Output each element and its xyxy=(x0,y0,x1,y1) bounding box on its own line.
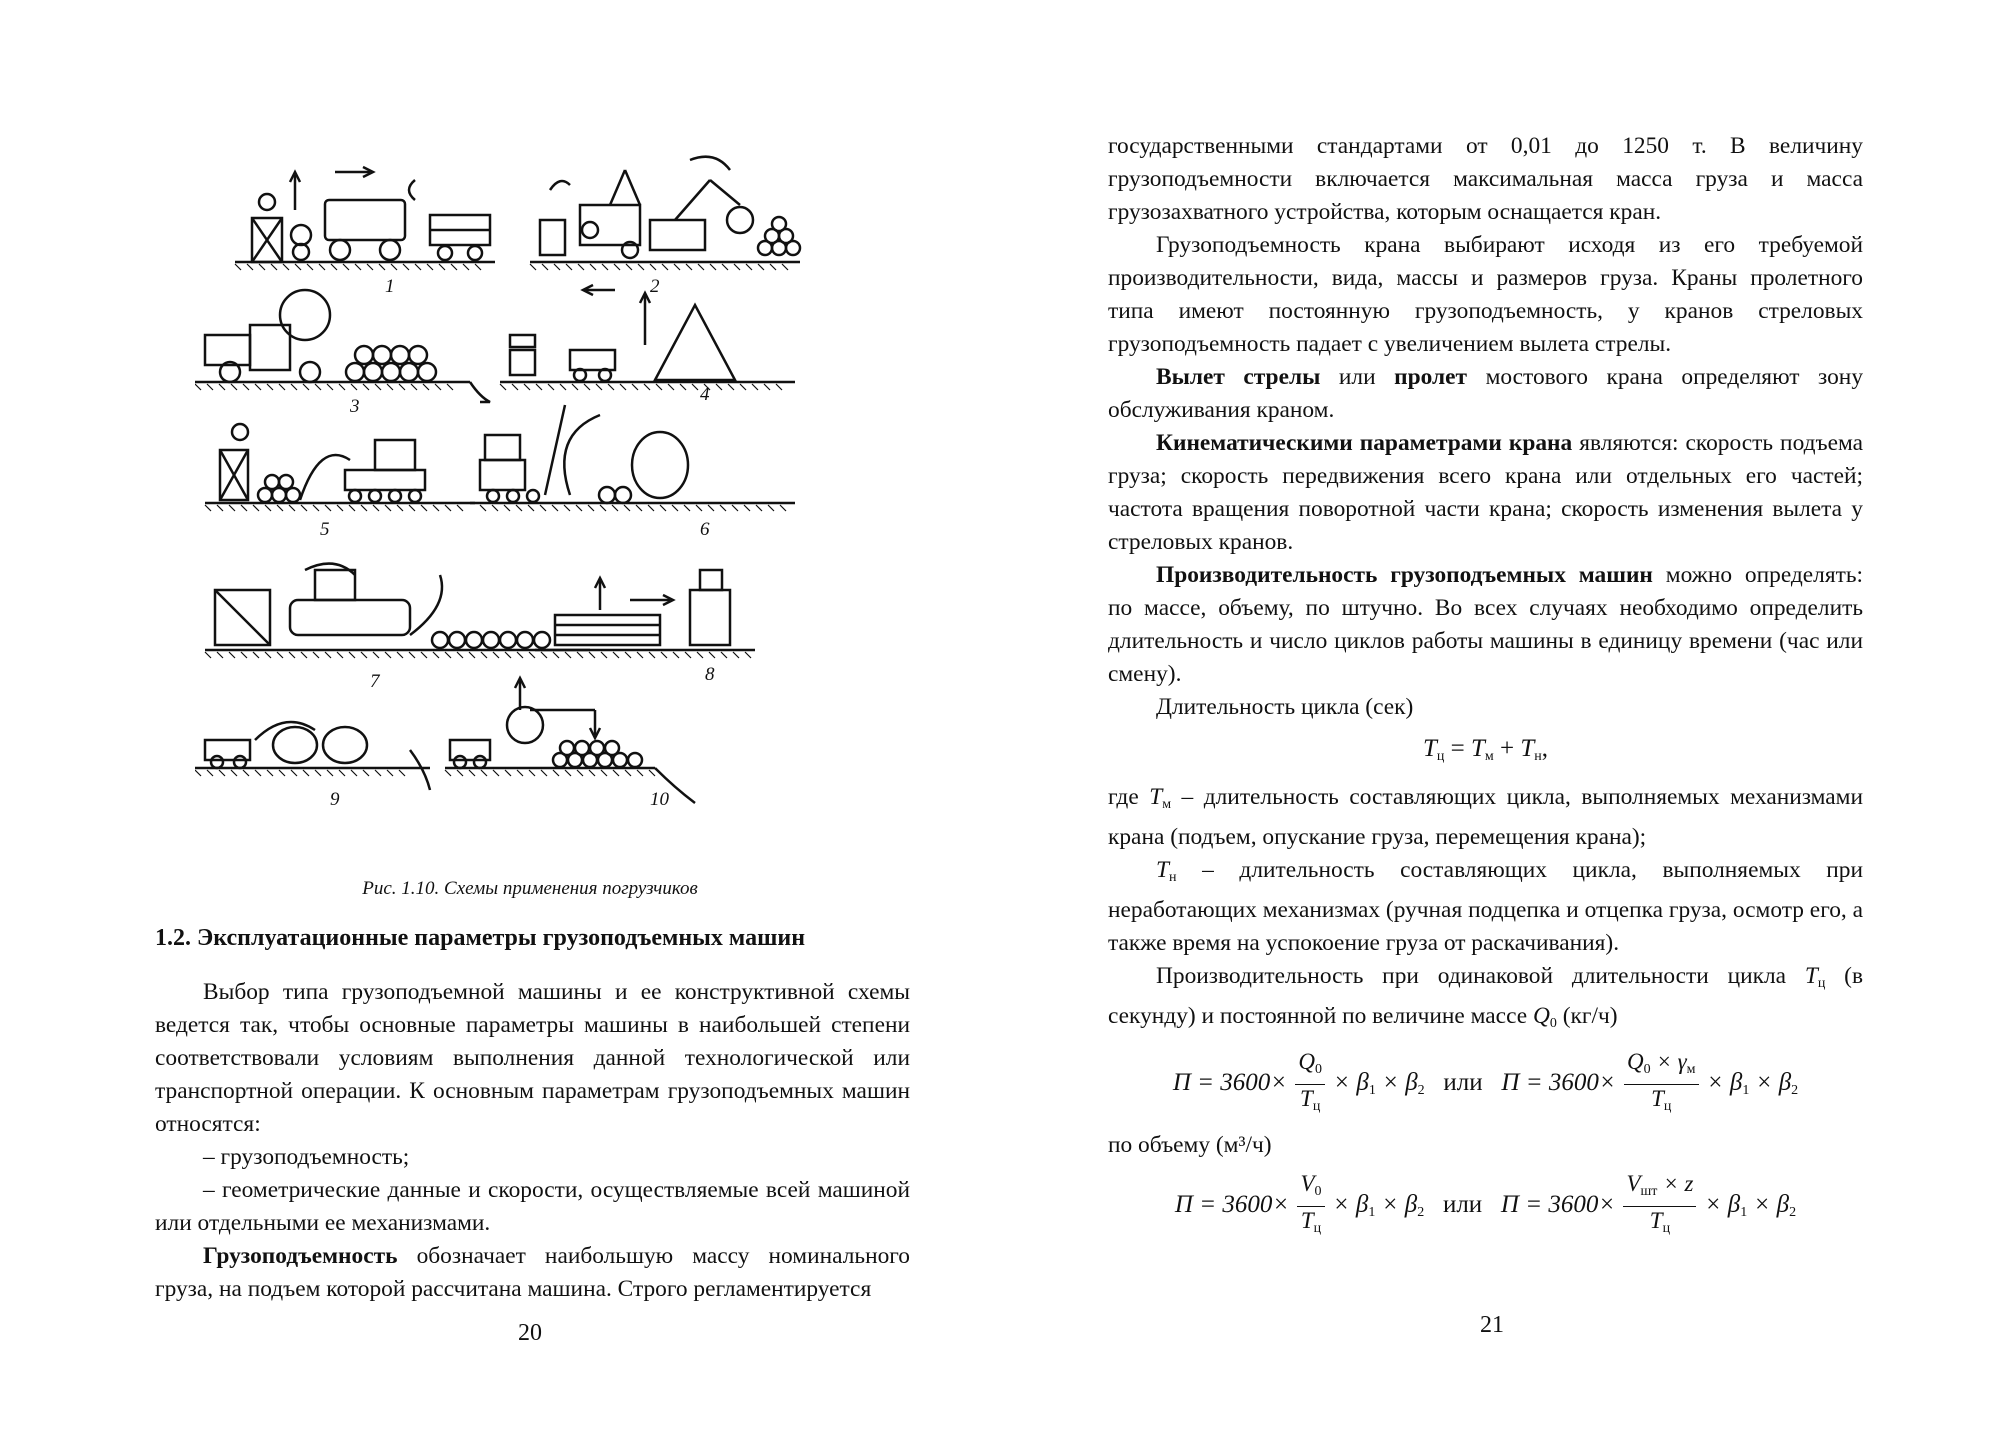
formula-lhs: П = 3600× xyxy=(1172,1069,1288,1097)
figure-label-9: 9 xyxy=(330,789,340,810)
formula-operator: × β xyxy=(1706,1069,1743,1097)
formula-or: или xyxy=(1443,1069,1483,1097)
formula-operator: × β xyxy=(1332,1191,1369,1219)
fraction-numerator xyxy=(1295,1048,1325,1085)
formula-lhs: П = 3600× xyxy=(1501,1069,1616,1097)
formula-symbol: × z xyxy=(1657,1171,1694,1196)
paragraph xyxy=(155,1240,910,1306)
term-bold: Производительность грузоподъемных машин xyxy=(1156,562,1653,588)
fraction-numerator xyxy=(1297,1170,1324,1207)
formula-subscript: ц xyxy=(1312,1099,1321,1114)
paragraph: по объему (м³/ч) xyxy=(1108,1132,1272,1158)
figure-label-3: 3 xyxy=(350,396,360,417)
formula-subscript: н xyxy=(1169,870,1177,885)
formula-or: или xyxy=(1442,1191,1483,1219)
formula-subscript: ц xyxy=(1313,1221,1322,1236)
formula-cycle-duration xyxy=(1108,732,1863,773)
formula-fraction xyxy=(1623,1170,1696,1243)
right-page xyxy=(1000,0,2000,1443)
figure-label-5: 5 xyxy=(320,519,330,540)
formula-subscript: н xyxy=(1534,749,1542,764)
figure-label-1: 1 xyxy=(385,276,395,297)
paragraph: Длительность цикла (сек) xyxy=(1156,694,1414,720)
formula-lhs: П = 3600× xyxy=(1174,1191,1290,1219)
loader-schemes-figure xyxy=(195,150,865,850)
paragraph-text: являются: скорость подъема груза; скорость передвижения всего крана или отдельных его частей; частота вращения поворотной части крана; скорость изменения вылета у стреловых кранов. xyxy=(1108,430,1863,555)
formula-productivity-volume xyxy=(1108,1170,1863,1243)
list-item: – грузоподъемность; xyxy=(203,1144,410,1170)
formula-symbol: T xyxy=(1149,784,1163,810)
formula-subscript: 1 xyxy=(1368,1083,1376,1099)
formula-operator: + xyxy=(1493,735,1521,762)
term-bold: Вылет стрелы xyxy=(1156,364,1321,390)
formula-subscript: 0 xyxy=(1314,1184,1322,1199)
paragraph-text: где xyxy=(1108,784,1150,810)
formula-operator: , xyxy=(1541,735,1549,762)
left-body-text xyxy=(155,976,910,1306)
fraction-numerator xyxy=(1624,1048,1699,1085)
paragraph xyxy=(1108,960,1863,1040)
paragraph: государственными стандартами от 0,01 до 1250 т. В величину грузоподъемности включается максимальная масса груза и масса грузозахватного устройства, которым оснащается кран. xyxy=(1108,133,1863,225)
formula-symbol: × γ xyxy=(1650,1049,1687,1074)
paragraph-text: (кг/ч) xyxy=(1556,1003,1618,1029)
formula-subscript: 1 xyxy=(1740,1205,1748,1221)
formula-operator: × β xyxy=(1704,1191,1741,1219)
page-number: 20 xyxy=(518,1320,542,1346)
formula-operator: × β xyxy=(1375,1069,1418,1097)
paragraph xyxy=(1108,427,1863,559)
formula-operator: × β xyxy=(1749,1069,1792,1097)
figure-label-8: 8 xyxy=(705,664,715,685)
paragraph-text: можно определять: по массе, объему, по штучно. Во всех случаях необходимо определить длительность и число циклов работы машины в единицу времени (час или смену). xyxy=(1108,562,1863,687)
paragraph-text: или xyxy=(1320,364,1395,390)
formula-fraction xyxy=(1295,1048,1325,1121)
formula-symbol: T xyxy=(1300,1208,1314,1233)
formula-symbol: T xyxy=(1649,1208,1663,1233)
right-body-text xyxy=(1108,130,1863,1251)
formula-subscript: 0 xyxy=(1315,1062,1322,1077)
formula-symbol: Q xyxy=(1626,1049,1644,1074)
figure-label-4: 4 xyxy=(700,384,710,405)
formula-subscript: шт xyxy=(1640,1184,1658,1199)
formula-subscript: 1 xyxy=(1742,1083,1750,1099)
paragraph: Грузоподъемность крана выбирают исходя из его требуемой производительности, вида, массы и размеров груза. Краны пролетного типа имеют постоянную грузоподъемность, у кранов стреловых грузоподъемность падает с увеличением вылета стрелы. xyxy=(1108,232,1863,357)
paragraph-text: обозначает наибольшую массу номинального груза, на подъем которой рассчитана машина. Строго регламентируется xyxy=(155,1243,910,1302)
formula-operator: = xyxy=(1444,735,1471,762)
paragraph xyxy=(1108,361,1863,427)
formula-operator: × β xyxy=(1375,1191,1418,1219)
formula-subscript: 1 xyxy=(1368,1205,1376,1221)
formula-symbol: T xyxy=(1156,857,1170,883)
formula-symbol: V xyxy=(1300,1171,1315,1196)
formula-operator: × β xyxy=(1333,1069,1369,1097)
paragraph-text: – длительность составляющих цикла, выполняемых при неработающих механизмах (ручная подцепка и отцепка груза, осмотр его, а также время на успокоение груза от раскачивания). xyxy=(1108,857,1863,956)
term-bold: Грузоподъемность xyxy=(203,1243,398,1269)
paragraph xyxy=(1108,559,1863,691)
figure-label-6: 6 xyxy=(700,519,710,540)
formula-symbol: Q xyxy=(1298,1049,1315,1074)
term-bold: Кинематическими параметрами крана xyxy=(1156,430,1573,456)
formula-subscript: 2 xyxy=(1417,1083,1425,1099)
figure-label-2: 2 xyxy=(650,276,660,297)
formula-subscript: 0 xyxy=(1549,1016,1557,1031)
fraction-numerator xyxy=(1623,1170,1696,1207)
formula-subscript: ц xyxy=(1436,749,1445,764)
formula-subscript: м xyxy=(1162,797,1172,812)
formula-symbol: T xyxy=(1520,735,1535,762)
formula-subscript: м xyxy=(1484,749,1494,764)
formula-subscript: ц xyxy=(1663,1099,1672,1114)
paragraph-text: мостового крана определяют зону обслуживания краном. xyxy=(1108,364,1864,423)
formula-subscript: 0 xyxy=(1643,1062,1651,1077)
formula-symbol: T xyxy=(1651,1086,1664,1111)
formula-symbol: T xyxy=(1300,1086,1313,1111)
fraction-denominator xyxy=(1624,1085,1699,1121)
term-bold: пролет xyxy=(1394,364,1468,390)
formula-fraction xyxy=(1624,1048,1699,1121)
loader-schemes-drawing xyxy=(195,150,865,850)
fraction-denominator xyxy=(1297,1207,1324,1243)
paragraph: Выбор типа грузоподъемной машины и ее конструктивной схемы ведется так, чтобы основные параметры машины в наибольшей степени соответствовали условиям выполнения данной технологической или транспортной операции. К основным параметрам грузоподъемных машин относятся: xyxy=(155,979,910,1137)
paragraph-text: (в секунду) и постоянной по величине массе xyxy=(1108,963,1863,1029)
formula-fraction xyxy=(1297,1170,1324,1243)
fraction-denominator xyxy=(1623,1207,1696,1243)
formula-productivity-mass xyxy=(1108,1048,1863,1121)
paragraph-text: – длительность составляющих цикла, выполняемых механизмами крана (подъем, опускание груза, перемещения крана); xyxy=(1108,784,1864,850)
formula-symbol: T xyxy=(1470,735,1485,762)
formula-symbol: V xyxy=(1626,1171,1641,1196)
formula-subscript: ц xyxy=(1662,1221,1671,1236)
section-title: 1.2. Эксплуатационные параметры грузоподъемных машин xyxy=(155,925,806,951)
figure-label-7: 7 xyxy=(370,671,380,692)
figure-caption: Рис. 1.10. Схемы применения погрузчиков xyxy=(362,878,698,899)
formula-symbol: T xyxy=(1422,735,1437,762)
formula-symbol: Q xyxy=(1532,1003,1550,1029)
paragraph-text: Производительность при одинаковой длительности цикла xyxy=(1156,963,1805,989)
list-item: – геометрические данные и скорости, осуществляемые всей машиной или отдельными ее механизмами. xyxy=(155,1177,910,1236)
figure-label-10: 10 xyxy=(650,789,669,810)
formula-subscript: 2 xyxy=(1791,1083,1799,1099)
page-number: 21 xyxy=(1480,1312,1504,1338)
paragraph xyxy=(1108,854,1863,960)
formula-lhs: П = 3600× xyxy=(1500,1191,1616,1219)
paragraph xyxy=(1108,781,1863,854)
formula-subscript: 2 xyxy=(1417,1205,1425,1221)
formula-operator: × β xyxy=(1747,1191,1790,1219)
formula-subscript: м xyxy=(1686,1062,1696,1077)
formula-symbol: T xyxy=(1804,963,1818,989)
formula-subscript: 2 xyxy=(1789,1205,1797,1221)
fraction-denominator xyxy=(1295,1085,1325,1121)
formula-subscript: ц xyxy=(1817,976,1826,991)
